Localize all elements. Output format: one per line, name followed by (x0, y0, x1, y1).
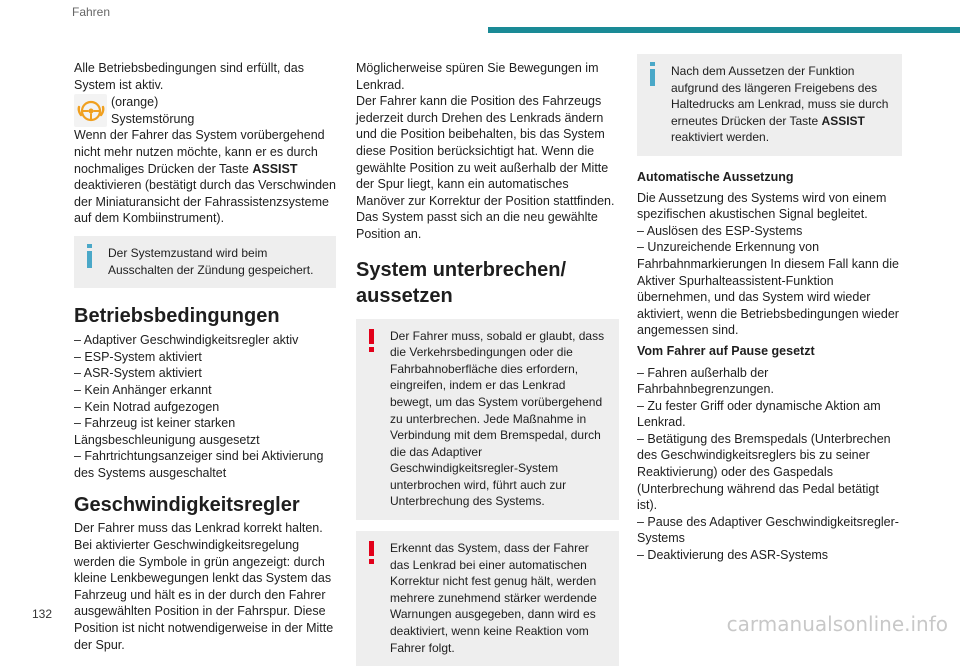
paragraph: Wenn der Fahrer das System vorübergehend nicht mehr nutzen möchte, kann er es durch nochmaliges Drücken der Taste ASSIST deaktivieren (bestätigt durch das Verschwinden der Miniaturansicht der Fahrassistenzsysteme auf dem Kombiinstrument). (74, 128, 336, 226)
list-item: – Fahrtrichtungsanzeiger sind bei Aktivierung des Systems ausgeschaltet (74, 449, 324, 480)
icon-caption-color: (orange) (111, 95, 159, 110)
list-pause (637, 365, 902, 564)
list-item: – Fahrzeug ist keiner starken Längsbeschleunigung ausgesetzt (74, 416, 260, 447)
info-box-text: Der Systemzustand wird beim Ausschalten der Zündung gespeichert. (108, 245, 314, 277)
paragraph: Der Fahrer muss das Lenkrad korrekt halten. (74, 521, 323, 536)
list-item: – Betätigung des Bremspedals (Unterbrechen des Geschwindigkeitsreglers bis zu seiner Reaktivierung) oder des Gaspedals (Unterbrechung während das Pedal betätigt ist). (637, 431, 891, 513)
column-3 (637, 54, 902, 564)
list-item: – ESP-System aktiviert (74, 349, 202, 364)
exclamation-icon (368, 541, 376, 570)
info-box-text: Nach dem Aussetzen der Funktion aufgrund des längeren Freigebens des Haltedrucks am Lenkrad, muss sie durch erneutes Drücken der Taste ASSIST reaktiviert werden. (671, 64, 889, 145)
list-item: – Deaktivierung des ASR-Systems (637, 548, 829, 563)
list-item: – Fahren außerhalb der Fahrbahnbegrenzungen. (637, 365, 774, 397)
heading-system-unterbrechen: System unterbrechen/ aussetzen (356, 258, 567, 307)
list-item: – Pause des Adaptiver Geschwindigkeitsregler-Systems (637, 514, 899, 546)
page-number: 132 (32, 607, 53, 621)
info-box (74, 236, 336, 288)
list-automatische-aussetzung (637, 223, 902, 339)
alert-box (356, 319, 619, 521)
heading-pause: Vom Fahrer auf Pause gesetzt (637, 343, 815, 358)
paragraph: Die Aussetzung des Systems wird von einem spezifischen akustischen Signal begleitet. (637, 190, 887, 222)
watermark: carmanualsonline.info (726, 612, 948, 636)
header-section-label: Fahren (72, 5, 111, 19)
paragraph: Der Fahrer kann die Position des Fahrzeugs jederzeit durch Drehen des Lenkrads ändern und die Position beibehalten, bis das System diese Position berücksichtigt hat. Wenn die gewählte Position zu weit außerhalb der Mitte der Spur liegt, kann ein automatisches Manöver zur Korrektur der Position stattfinden. Das System passt sich an die neu gewählte Position an. (356, 94, 615, 241)
info-box (637, 54, 902, 156)
list-item: – Kein Notrad aufgezogen (74, 399, 220, 414)
heading-betriebsbedingungen: Betriebsbedingungen (74, 305, 280, 328)
paragraph: Möglicherweise spüren Sie Bewegungen im Lenkrad. (356, 61, 599, 92)
list-betriebsbedingungen (74, 332, 336, 481)
alert-box-text: Der Fahrer muss, sobald er glaubt, dass die Verkehrsbedingungen oder die Fahrbahnoberfläche dies erfordern, eingreifen, indem er das Lenkrad bewegt, um das System vorübergehend zu unterbrechen. Jede Maßnahme in Verbindung mit dem Bremspedal, durch die das Adaptiver Geschwindigkeitsregler-System unterbrochen wird, führt auch zur Unterbrechung des Systems. (390, 328, 605, 509)
list-item: – Kein Anhänger erkannt (74, 382, 212, 397)
assist-key-label: ASSIST (821, 113, 865, 128)
heading-geschwindigkeitsregler: Geschwindigkeitsregler (74, 494, 300, 517)
exclamation-icon (368, 329, 376, 358)
alert-box-text: Erkennt das System, dass der Fahrer das Lenkrad bei einer automatischen Korrektur nicht fest genug hält, werden mehrere zunehmend stärker werdende Warnungen ausgegeben, dann wird es deaktiviert, wenn keine Reaktion vom Fahrer folgt. (390, 541, 597, 655)
info-icon (649, 62, 657, 91)
column-1 (74, 60, 336, 653)
paragraph: Alle Betriebsbedingungen sind erfüllt, das System ist aktiv. (74, 61, 305, 92)
column-2 (356, 60, 619, 666)
list-item: – Unzureichende Erkennung von Fahrbahnmarkierungen In diesem Fall kann die Aktiver Spurhalteassistent-Funktion übernehmen, und das System wird wieder aktiviert, wenn die Betriebsbedingungen wieder angemessen sind. (637, 240, 899, 338)
status-row (74, 94, 336, 127)
list-item: – Auslösen des ESP-Systems (637, 223, 803, 238)
icon-caption-status: Systemstörung (111, 111, 195, 126)
list-item: – Zu fester Griff oder dynamische Aktion am Lenkrad. (637, 398, 881, 430)
info-icon (86, 244, 94, 273)
alert-box (356, 531, 619, 666)
heading-automatische-aussetzung: Automatische Aussetzung (637, 169, 794, 184)
list-item: – Adaptiver Geschwindigkeitsregler aktiv (74, 333, 299, 348)
steering-wheel-hands-icon (74, 94, 107, 127)
paragraph: Bei aktivierter Geschwindigkeitsregelung werden die Symbole in grün angezeigt: durch kleine Lenkbewegungen lenkt das System das Fahrzeug und hält es in der durch den Fahrer ausgewählten Position in der Fahrspur. Diese Position ist nicht notwendigerweise in der Mitte der Spur. (74, 538, 334, 652)
icon-caption (111, 94, 194, 127)
list-item: – ASR-System aktiviert (74, 366, 202, 381)
header-accent-bar (488, 27, 960, 33)
assist-key-label: ASSIST (252, 161, 298, 176)
